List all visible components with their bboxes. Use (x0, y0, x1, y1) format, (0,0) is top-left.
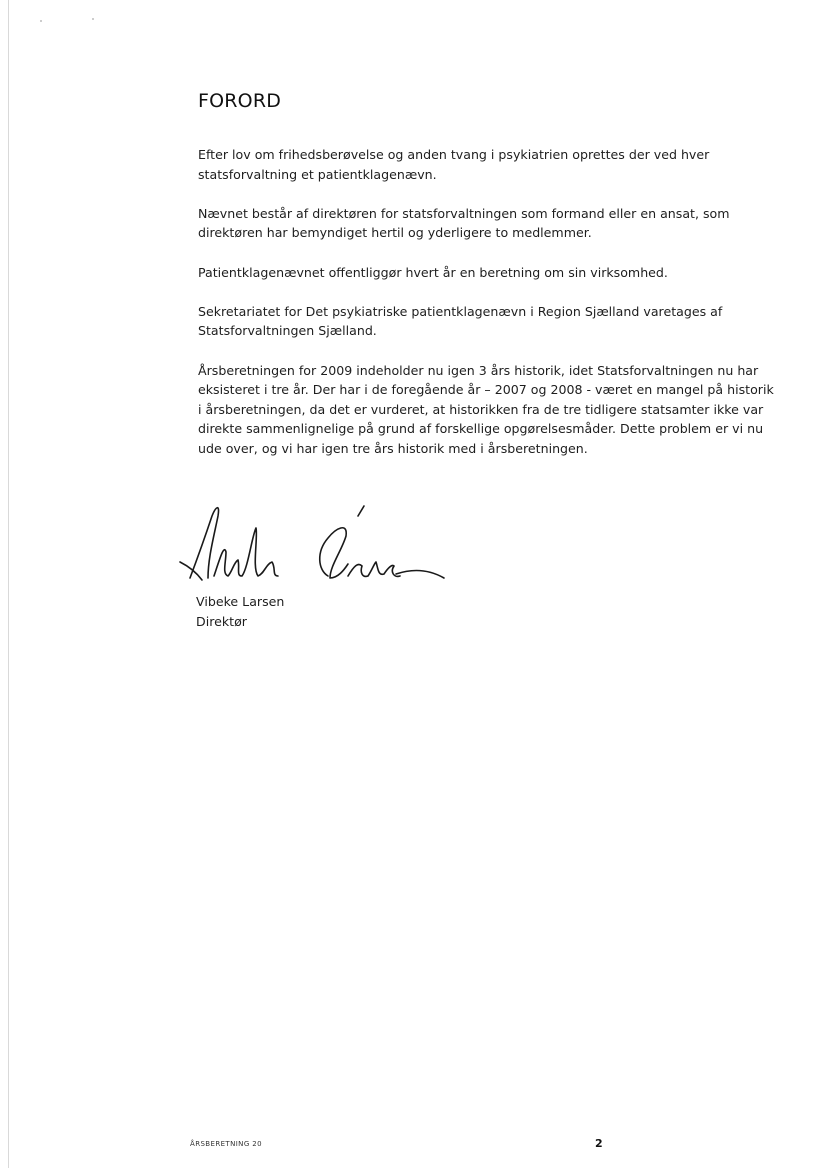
handwritten-signature (168, 492, 448, 602)
body-text (198, 145, 776, 459)
signer-title: Direktør (196, 614, 247, 629)
signer-block (196, 592, 284, 632)
page-title: FORORD (198, 89, 282, 112)
scan-edge-line (8, 0, 9, 1168)
paragraph: Patientklagenævnet offentliggør hvert år en beretning om sin virksomhed. (198, 264, 668, 280)
paragraph: Sekretariatet for Det psykiatriske patientklagenævn i Region Sjælland varetages af Statsforvaltningen Sjælland. (198, 303, 723, 339)
footer-running-title: ÅRSBERETNING 20 (190, 1140, 262, 1148)
signer-name: Vibeke Larsen (196, 594, 285, 609)
page-number: 2 (595, 1137, 603, 1150)
paragraph: Nævnet består af direktøren for statsforvaltningen som formand eller en ansat, som direktøren har bemyndiget hertil og yderligere to medlemmer. (198, 205, 730, 241)
paragraph: Årsberetningen for 2009 indeholder nu igen 3 års historik, idet Statsforvaltningen nu har eksisteret i tre år. Der har i de foregående år – 2007 og 2008 - været en mangel på historik i årsberetningen, da det er vurderet, at historikken fra de tre tidligere statsamter ikke var direkte sammenlignelige på grund af forskellige opgørelsesmåder. Dette problem er vi nu ude over, og vi har igen tre års historik med i årsberetningen. (198, 362, 774, 456)
paragraph: Efter lov om frihedsberøvelse og anden tvang i psykiatrien oprettes der ved hver statsforvaltning et patientklagenævn. (198, 147, 710, 182)
scan-speck (40, 20, 42, 22)
scan-speck (92, 18, 94, 20)
